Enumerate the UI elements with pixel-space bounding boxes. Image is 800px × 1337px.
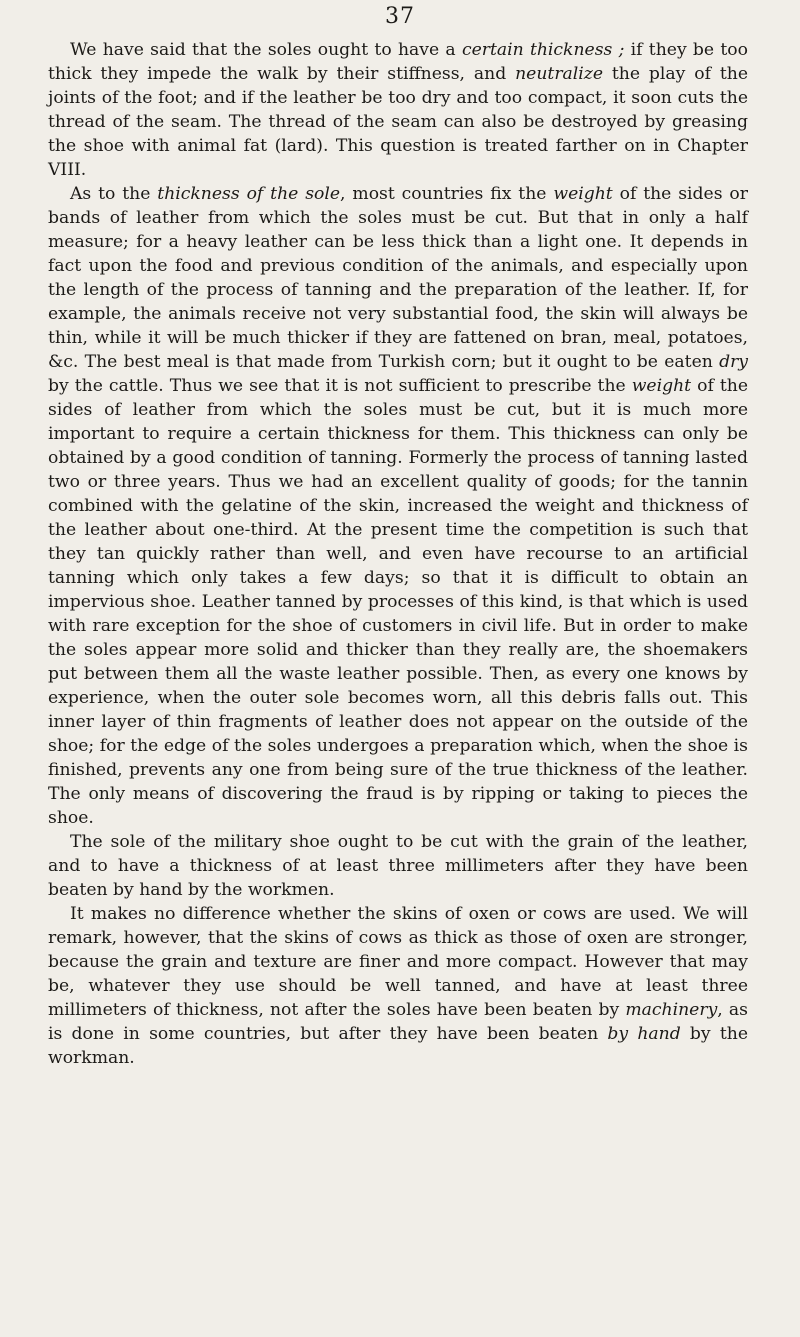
text-run: , most countries fix the	[340, 184, 554, 204]
italic-text: thickness of the sole	[157, 184, 341, 204]
italic-text: by hand	[607, 1024, 681, 1044]
paragraph	[48, 182, 748, 830]
text-run: of the sides or bands of leather from which the soles must be cut. But that in only a half measure; for a heavy leather can be less thick than a light one. It depends in fact upon the food and previous condition of the animals, and especially upon the length of the process of tanning and the preparation of the leather. If, for example, the animals receive not very substantial food, the skin will always be thin, while it will be much thicker if they are fattened on bran, meal, potatoes, &c. The best meal is that made from Turkish corn; but it ought to be eaten	[48, 184, 748, 372]
italic-text: neutralize	[515, 64, 604, 84]
italic-text: weight	[553, 184, 613, 204]
italic-text: weight	[631, 376, 692, 396]
page-number: 37	[385, 4, 415, 29]
text-run: It makes no difference whether the skins of oxen or cows are used. We will remark, however, that the skins of cows as thick as those of oxen are stronger, because the grain and texture are finer and more compact. However that may be, whatever they use should be well tanned, and have at least three millimeters of thickness, not after the soles have been beaten by	[48, 904, 748, 1020]
text-run: by the workman.	[48, 1024, 748, 1068]
text-run: As to the	[70, 184, 158, 204]
text-run: by the cattle. Thus we see that it is not sufficient to prescribe the	[48, 376, 632, 396]
paragraph	[48, 830, 748, 902]
paragraph	[48, 902, 748, 1070]
italic-text: certain thickness ;	[461, 40, 625, 60]
text-run: The sole of the military shoe ought to be cut with the grain of the leather, and to have a thickness of at least three millimeters after they have been beaten by hand by the workmen.	[48, 832, 748, 900]
text-run: if they be too thick they impede the walk by their stiffness, and	[48, 40, 748, 84]
text-run: of the sides of leather from which the soles must be cut, but it is much more important to require a certain thickness for them. This thickness can only be obtained by a good condition of tanning. Formerly the process of tanning lasted two or three years. Thus we had an excellent quality of goods; for the tannin combined with the gelatine of the skin, increased the weight and thickness of the leather about one-third. At the present time the competition is such that they tan quickly rather than well, and even have recourse to an artificial tanning which only takes a few days; so that it is difficult to obtain an impervious shoe. Leather tanned by processes of this kind, is that which is used with rare exception for the shoe of customers in civil life. But in order to make the soles appear more solid and thicker than they really are, the shoemakers put between them all the waste leather possible. Then, as every one knows by experience, when the outer sole becomes worn, all this debris falls out. This inner layer of thin fragments of leather does not appear on the outside of the shoe; for the edge of the soles undergoes a preparation which, when the shoe is finished, prevents any one from being sure of the true thickness of the leather. The only means of discovering the fraud is by ripping or taking to pieces the shoe.	[48, 376, 748, 828]
page-body-text	[48, 38, 748, 1070]
paragraph	[48, 38, 748, 182]
text-run: , as is done in some countries, but after they have been beaten	[48, 1000, 748, 1044]
italic-text: machinery	[625, 1000, 718, 1020]
text-run: We have said that the soles ought to have a	[70, 40, 462, 60]
italic-text: dry	[719, 352, 748, 372]
text-run: the play of the joints of the foot; and if the leather be too dry and too compact, it soon cuts the thread of the seam. The thread of the seam can also be destroyed by greasing the shoe with animal fat (lard). This question is treated farther on in Chapter VIII.	[48, 64, 748, 180]
